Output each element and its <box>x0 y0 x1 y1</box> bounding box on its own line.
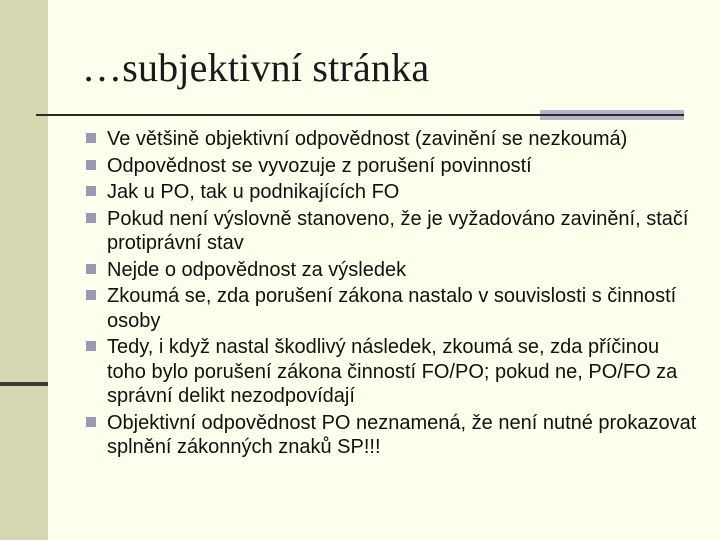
left-decorative-band <box>0 0 48 540</box>
bullet-text: Pokud není výslovně stanoveno, že je vyžadováno zavinění, stačí protiprávní stav <box>107 207 689 254</box>
bullet-item <box>86 180 698 205</box>
title-divider-accent <box>540 110 684 114</box>
square-bullet-icon <box>86 264 96 274</box>
bullet-text: Objektivní odpovědnost PO neznamená, že není nutné prokazovat splnění zákonných znaků SP!!! <box>107 411 697 458</box>
bullet-text: Tedy, i když nastal škodlivý následek, zkoumá se, zda příčinou toho bylo porušení zákona činností FO/PO; pokud ne, PO/FO za správní delikt nezodpovídají <box>107 336 678 407</box>
bullet-item <box>86 127 698 152</box>
bullet-text: Ve většině objektivní odpovědnost (zavinění se nezkoumá) <box>107 128 628 150</box>
bullet-text: Jak u PO, tak u podnikajících FO <box>107 181 400 203</box>
bullet-text: Zkoumá se, zda porušení zákona nastalo v souvislosti s činností osoby <box>107 285 677 332</box>
bullet-item <box>86 284 698 333</box>
bullet-text: Nejde o odpovědnost za výsledek <box>107 258 407 281</box>
bullet-item <box>86 335 698 409</box>
square-bullet-icon <box>86 290 96 300</box>
bullet-list <box>86 127 698 462</box>
square-bullet-icon <box>86 133 96 143</box>
left-accent-bar <box>0 382 48 386</box>
bullet-item <box>86 207 698 256</box>
square-bullet-icon <box>86 186 96 196</box>
square-bullet-icon <box>86 160 96 170</box>
bullet-item <box>86 154 698 179</box>
square-bullet-icon <box>86 213 96 223</box>
bullet-item <box>86 258 698 283</box>
bullet-text: Odpovědnost se vyvozuje z porušení povinností <box>107 154 532 177</box>
square-bullet-icon <box>86 341 96 351</box>
slide-title: …subjektivní stránka <box>82 45 430 90</box>
square-bullet-icon <box>86 417 96 427</box>
bullet-item <box>86 411 698 460</box>
title-divider-accent-lower <box>540 116 684 120</box>
